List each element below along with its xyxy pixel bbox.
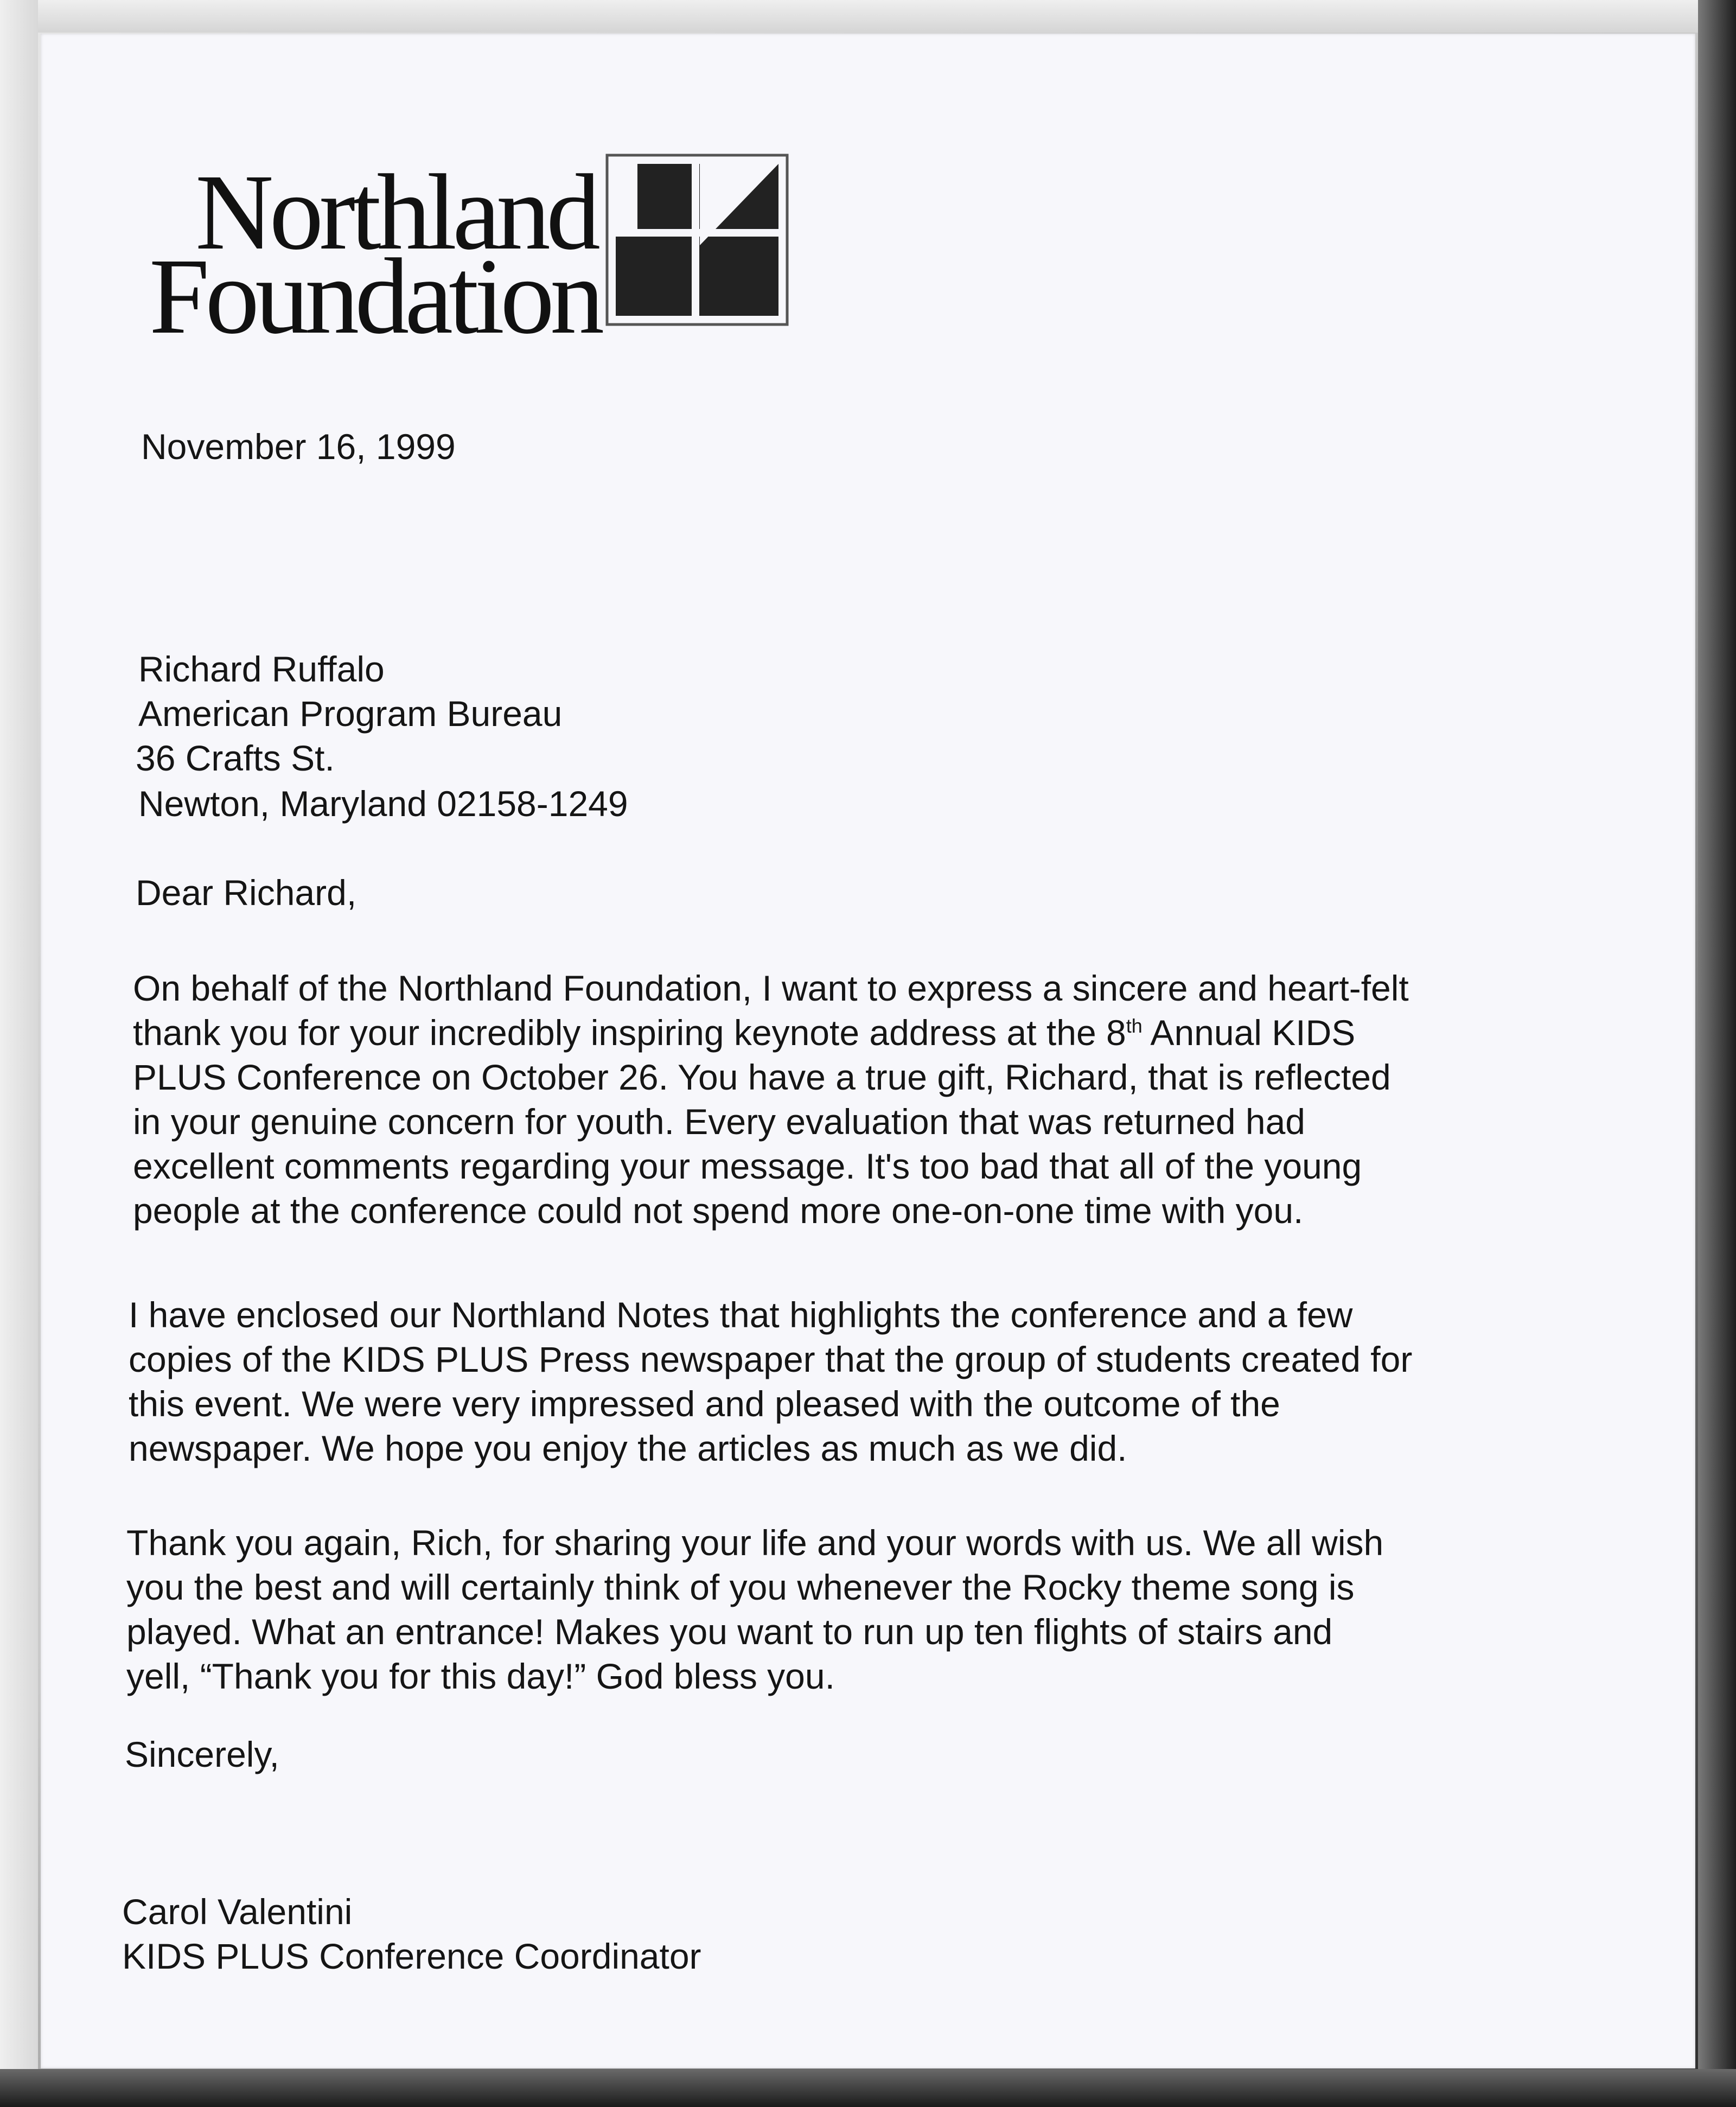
paragraph-line: played. What an entrance! Makes you want to run up ten flights of stairs and — [126, 1612, 1333, 1652]
recipient-name: Richard Ruffalo — [138, 649, 385, 689]
frame-right-edge — [1698, 0, 1736, 2107]
frame-top-edge — [0, 0, 1736, 33]
frame-bottom-edge — [0, 2069, 1736, 2107]
body-paragraph-1 — [133, 966, 1598, 1233]
paragraph-line: you the best and will certainly think of you whenever the Rocky theme song is — [126, 1567, 1355, 1607]
paragraph-line: On behalf of the Northland Foundation, I want to express a sincere and heart-felt — [133, 968, 1409, 1008]
paragraph-line: this event. We were very impressed and pleased with the outcome of the — [129, 1384, 1280, 1424]
paragraph-line: people at the conference could not spend more one-on-one time with you. — [133, 1191, 1304, 1231]
logo-word-foundation: Foundation — [149, 237, 601, 357]
paragraph-line: PLUS Conference on October 26. You have a true gift, Richard, that is reflected — [133, 1057, 1391, 1097]
letterhead-logo — [106, 126, 746, 357]
paragraph-line: newspaper. We hope you enjoy the articles as much as we did. — [129, 1428, 1127, 1468]
recipient-organization: American Program Bureau — [138, 693, 563, 734]
salutation: Dear Richard, — [136, 873, 357, 913]
logo-word-northland: Northland — [195, 152, 596, 272]
signature-name: Carol Valentini — [122, 1892, 353, 1932]
letter-page — [41, 34, 1695, 2068]
signature-title: KIDS PLUS Conference Coordinator — [122, 1936, 701, 1976]
ordinal-suffix: th — [1126, 1015, 1143, 1037]
paragraph-line: yell, “Thank you for this day!” God bless you. — [126, 1656, 835, 1696]
paragraph-line: excellent comments regarding your message. It's too bad that all of the young — [133, 1146, 1362, 1186]
logo-mark-icon — [605, 153, 789, 327]
recipient-street: 36 Crafts St. — [136, 738, 335, 778]
paragraph-line — [133, 1010, 1598, 1055]
body-paragraph-2 — [129, 1293, 1593, 1471]
letter-date: November 16, 1999 — [141, 427, 456, 467]
recipient-city: Newton, Maryland 02158-1249 — [138, 784, 628, 824]
frame-left-edge — [0, 0, 38, 2107]
paragraph-line: copies of the KIDS PLUS Press newspaper that the group of students created for — [129, 1339, 1413, 1379]
paragraph-line-part: Annual KIDS — [1142, 1013, 1356, 1053]
paragraph-line: in your genuine concern for youth. Every evaluation that was returned had — [133, 1102, 1305, 1142]
paragraph-line: I have enclosed our Northland Notes that highlights the conference and a few — [129, 1295, 1353, 1335]
body-paragraph-3 — [126, 1520, 1591, 1698]
paragraph-line: Thank you again, Rich, for sharing your life and your words with us. We all wish — [126, 1523, 1384, 1563]
paragraph-line-part: thank you for your incredibly inspiring keynote address at the 8 — [133, 1013, 1126, 1053]
closing: Sincerely, — [125, 1734, 279, 1774]
